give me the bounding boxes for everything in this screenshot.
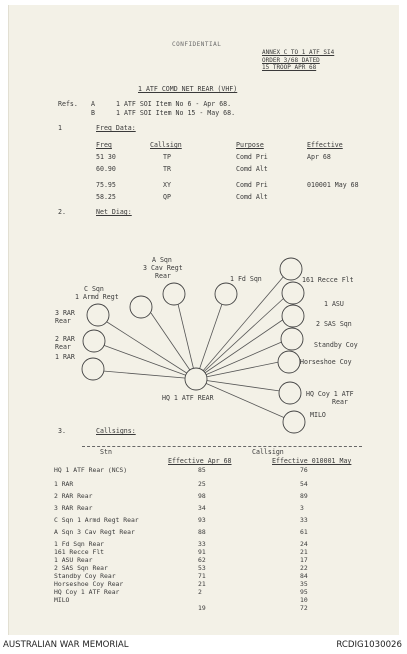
- row-callsign-b: 54: [300, 480, 308, 488]
- row-callsign-a: 71: [198, 572, 206, 580]
- freq-cell: 75.95: [96, 181, 116, 189]
- net-station-node: [87, 304, 109, 326]
- row-callsign-a: 88: [198, 528, 206, 536]
- station-label: Standby Coy: [314, 341, 358, 349]
- annex-line: ANNEX C TO 1 ATF SI4: [262, 49, 335, 56]
- row-callsign-a: 33: [198, 540, 206, 548]
- row-callsign-a: 34: [198, 504, 206, 512]
- station-label: MILO: [310, 411, 326, 419]
- net-station-node: [130, 296, 152, 318]
- row-callsign-a: 91: [198, 548, 206, 556]
- row-station: 2 SAS Sqn Rear: [54, 564, 108, 572]
- net-link: [103, 345, 196, 379]
- annex-line: 15 TROOP APR 68: [262, 64, 317, 72]
- row-callsign-b: 17: [300, 556, 308, 564]
- classification-stamp: CONFIDENTIAL: [172, 41, 222, 48]
- row-station: C Sqn 1 Armd Regt Rear: [54, 516, 139, 524]
- row-callsign-b: 22: [300, 564, 308, 572]
- net-link: [103, 371, 196, 379]
- station-label: 161 Recce Flt: [302, 276, 354, 284]
- row-callsign-a: 25: [198, 480, 206, 488]
- section-number: 3.: [58, 427, 66, 435]
- row-callsign-a: 93: [198, 516, 206, 524]
- row-station: HQ Coy 1 ATF Rear: [54, 588, 120, 596]
- col-header-purpose: Purpose: [236, 141, 264, 149]
- net-link: [196, 298, 284, 379]
- net-link: [151, 313, 196, 379]
- row-callsign-b: 84: [300, 572, 308, 580]
- row-callsign-b: 10: [300, 596, 308, 604]
- ref-letter: A: [91, 100, 95, 108]
- row-callsign-a: 53: [198, 564, 206, 572]
- row-station: 2 RAR Rear: [54, 492, 93, 500]
- callsign-cell: TP: [163, 153, 171, 161]
- row-callsign-b: 35: [300, 580, 308, 588]
- section-title: Freq Data:: [96, 124, 136, 132]
- col-header-effective-b: Effective 010001 May: [272, 457, 352, 465]
- net-station-node: [283, 411, 305, 433]
- table-rule: [82, 446, 362, 447]
- station-label: Rear: [55, 317, 71, 325]
- net-station-node: [280, 258, 302, 280]
- station-label: Horseshoe Coy: [300, 358, 352, 366]
- freq-cell: 58.25: [96, 193, 116, 201]
- callsign-cell: QP: [163, 193, 171, 201]
- row-callsign-a: 19: [198, 604, 206, 612]
- row-callsign-a: 2: [198, 588, 202, 596]
- col-header-effective-a: Effective Apr 68: [168, 457, 232, 465]
- row-callsign-b: 61: [300, 528, 308, 536]
- net-station-node: [82, 358, 104, 380]
- freq-cell: 60.90: [96, 165, 116, 173]
- row-callsign-a: 98: [198, 492, 206, 500]
- col-header-callsign: Callsign: [150, 141, 182, 149]
- row-station: 1 RAR: [54, 480, 74, 488]
- effective-cell: 010001 May 68: [307, 181, 359, 189]
- purpose-cell: Comd Pri: [236, 181, 268, 189]
- ref-letter: B: [91, 109, 95, 117]
- row-callsign-b: 24: [300, 540, 308, 548]
- section-number: 1: [58, 124, 62, 132]
- net-link: [196, 341, 284, 379]
- row-callsign-b: 89: [300, 492, 308, 500]
- section-title: Net Diag:: [96, 208, 132, 216]
- station-label: 1 Fd Sqn: [230, 275, 262, 283]
- net-link: [196, 379, 280, 391]
- row-callsign-a: 62: [198, 556, 206, 564]
- row-callsign-b: 33: [300, 516, 308, 524]
- row-callsign-a: 21: [198, 580, 206, 588]
- callsign-cell: XY: [163, 181, 171, 189]
- purpose-cell: Comd Alt: [236, 193, 268, 201]
- station-label: A Sqn: [152, 256, 172, 264]
- col-header-freq: Freq: [96, 141, 112, 149]
- row-callsign-b: 95: [300, 588, 308, 596]
- station-label: 1 ASU: [324, 300, 344, 308]
- net-station-node: [282, 282, 304, 304]
- purpose-cell: Comd Alt: [236, 165, 268, 173]
- station-label: C Sqn: [84, 285, 104, 293]
- net-hub-label: HQ 1 ATF REAR: [162, 394, 214, 402]
- station-label: Rear: [332, 398, 348, 406]
- ref-text: 1 ATF SOI Item No 6 - Apr 68.: [116, 100, 232, 108]
- row-station: 1 Fd Sqn Rear: [54, 540, 105, 548]
- annex-line: ORDER 3/68 DATED: [262, 56, 320, 64]
- freq-cell: 51 30: [96, 153, 116, 161]
- archive-record-id: RCDIG1030026: [336, 640, 402, 650]
- refs-label: Refs.: [58, 100, 78, 108]
- row-station: MILO: [54, 596, 70, 604]
- purpose-cell: Comd Pri: [236, 153, 268, 161]
- station-label: Rear: [155, 272, 171, 280]
- effective-cell: Apr 68: [307, 153, 331, 161]
- section-title: Callsigns:: [96, 427, 136, 435]
- ref-text: 1 ATF SOI Item No 15 - May 68.: [116, 109, 236, 117]
- section-number: 2.: [58, 208, 66, 216]
- row-station: HQ 1 ATF Rear (NCS): [54, 466, 128, 474]
- row-station: 1 ASU Rear: [54, 556, 93, 564]
- col-header-station: Stn: [100, 448, 112, 456]
- net-station-node: [163, 283, 185, 305]
- net-station-node: [282, 305, 304, 327]
- net-station-node: [279, 382, 301, 404]
- station-label: 3 RAR: [55, 309, 75, 317]
- net-station-node: [278, 351, 300, 373]
- row-station: Horseshoe Coy Rear: [54, 580, 124, 588]
- station-label: 1 Armd Regt: [75, 293, 119, 301]
- row-station: 3 RAR Rear: [54, 504, 93, 512]
- station-label: HQ Coy 1 ATF: [306, 390, 354, 398]
- station-label: 1 RAR: [55, 353, 75, 361]
- net-station-node: [215, 283, 237, 305]
- row-callsign-a: 85: [198, 466, 206, 474]
- row-callsign-b: 72: [300, 604, 308, 612]
- row-station: A Sqn 3 Cav Regt Rear: [54, 528, 135, 536]
- callsign-cell: TR: [163, 165, 171, 173]
- col-header-callsign-group: Callsign: [252, 448, 284, 456]
- archive-footer: [0, 636, 407, 654]
- net-hub-node: [185, 368, 207, 390]
- col-header-effective: Effective: [307, 141, 343, 149]
- row-callsign-b: 21: [300, 548, 308, 556]
- station-label: 3 Cav Regt: [143, 264, 183, 272]
- archive-name: AUSTRALIAN WAR MEMORIAL: [3, 640, 129, 650]
- row-station: 161 Recce Flt: [54, 548, 105, 556]
- net-link: [196, 304, 222, 379]
- station-label: 2 RAR: [55, 335, 75, 343]
- row-callsign-b: 76: [300, 466, 308, 474]
- net-link: [107, 322, 196, 379]
- row-callsign-b: 3: [300, 504, 304, 512]
- row-station: Standby Coy Rear: [54, 572, 116, 580]
- net-station-node: [83, 330, 105, 352]
- net-station-node: [281, 328, 303, 350]
- station-label: Rear: [55, 343, 71, 351]
- document-title: 1 ATF COMD NET REAR (VHF): [138, 85, 238, 93]
- net-link: [178, 304, 196, 379]
- station-label: 2 SAS Sqn: [316, 320, 352, 328]
